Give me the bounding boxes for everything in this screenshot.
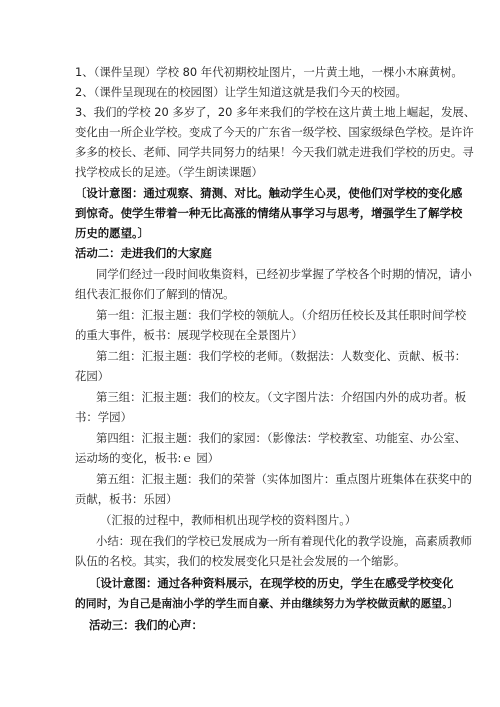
design-intent-text: 〔设计意图：通过观察、猜测、对比。触动学生心灵，使他们对学校的变化感 xyxy=(75,186,463,200)
text-line: 队伍的名校。其实，我们的校发展变化只是社会发展的一个缩影。 xyxy=(75,554,406,568)
text-line: 第一组：汇报主题：我们学校的领航人。（介绍历任校长及其任职时间学校 xyxy=(96,308,467,322)
text-line: 组代表汇报你们了解到的情况。 xyxy=(75,287,235,301)
design-intent-text: 〔设计意图：通过各种资料展示，在现学校的历史，学生在感受学校变化 xyxy=(89,576,454,590)
text-line: 3、我们的学校 20 多岁了，20 多年来我们的学校在这片黄土地上崛起，发展、 xyxy=(75,105,476,119)
text-line: 第五组：汇报主题：我们的荣誉（实体加图片：重点图片班集体在获奖中的 xyxy=(96,472,472,486)
text-line: 运动场的变化，板书:ｅ 园） xyxy=(75,451,220,465)
design-intent-text: 的同时，为自己是南油小学的学生而自豪、并由继续努力为学校做贡献的愿望。〕 xyxy=(75,597,459,610)
text-line: 2、（课件呈现现在的校园图）让学生知道这就是我们今天的校园。 xyxy=(75,85,407,99)
text-line: 找学校成长的足迹。（学生朗读课题） xyxy=(75,165,263,179)
text-line: 的重大事件，板书：展现学校现在全景图片） xyxy=(75,328,303,342)
text-line: 同学们经过一段时间收集资料，已经初步掌握了学校各个时期的情况，请小 xyxy=(96,267,472,281)
text-line: 第三组：汇报主题：我们的校友。（文字图片法：介绍国内外的成功者。板 xyxy=(96,390,467,404)
text-line: 第二组：汇报主题：我们学校的老师。（数据法：人数变化、贡献、板书： xyxy=(96,349,467,363)
text-line: 小结：现在我们的学校已发展成为一所有着现代化的教学设施，高素质教师 xyxy=(96,534,472,548)
text-line: 花园） xyxy=(75,369,110,383)
design-intent-text: 到惊奇。使学生带着一种无比高涨的情绪从事学习与思考，增强学生了解学校 xyxy=(75,206,463,220)
text-line: 书：学园） xyxy=(75,410,132,424)
text-line: 1、（课件呈现）学校 80 年代初期校址图片，一片黄土地，一棵小木麻黄树。 xyxy=(75,65,463,79)
activity-heading: 活动二：走进我们的大家庭 xyxy=(75,246,212,260)
text-line: 多多的校长、老师、同学共同努力的结果！今天我们就走进我们学校的历史。寻 xyxy=(75,145,474,159)
text-line: 贡献，板书：乐园） xyxy=(75,492,178,506)
text-line: 第四组：汇报主题：我们的家园：（影像法：学校教室、功能室、办公室、 xyxy=(96,431,467,445)
text-line: 变化由一所企业学校。变成了今天的广东省一级学校、国家级绿色学校。是许许 xyxy=(75,125,474,139)
text-line: （汇报的过程中，教师相机出现学校的资料图片。） xyxy=(100,513,357,527)
design-intent-text: 历史的愿望。〕 xyxy=(75,226,150,240)
activity-heading: 活动三：我们的心声： xyxy=(89,618,203,632)
